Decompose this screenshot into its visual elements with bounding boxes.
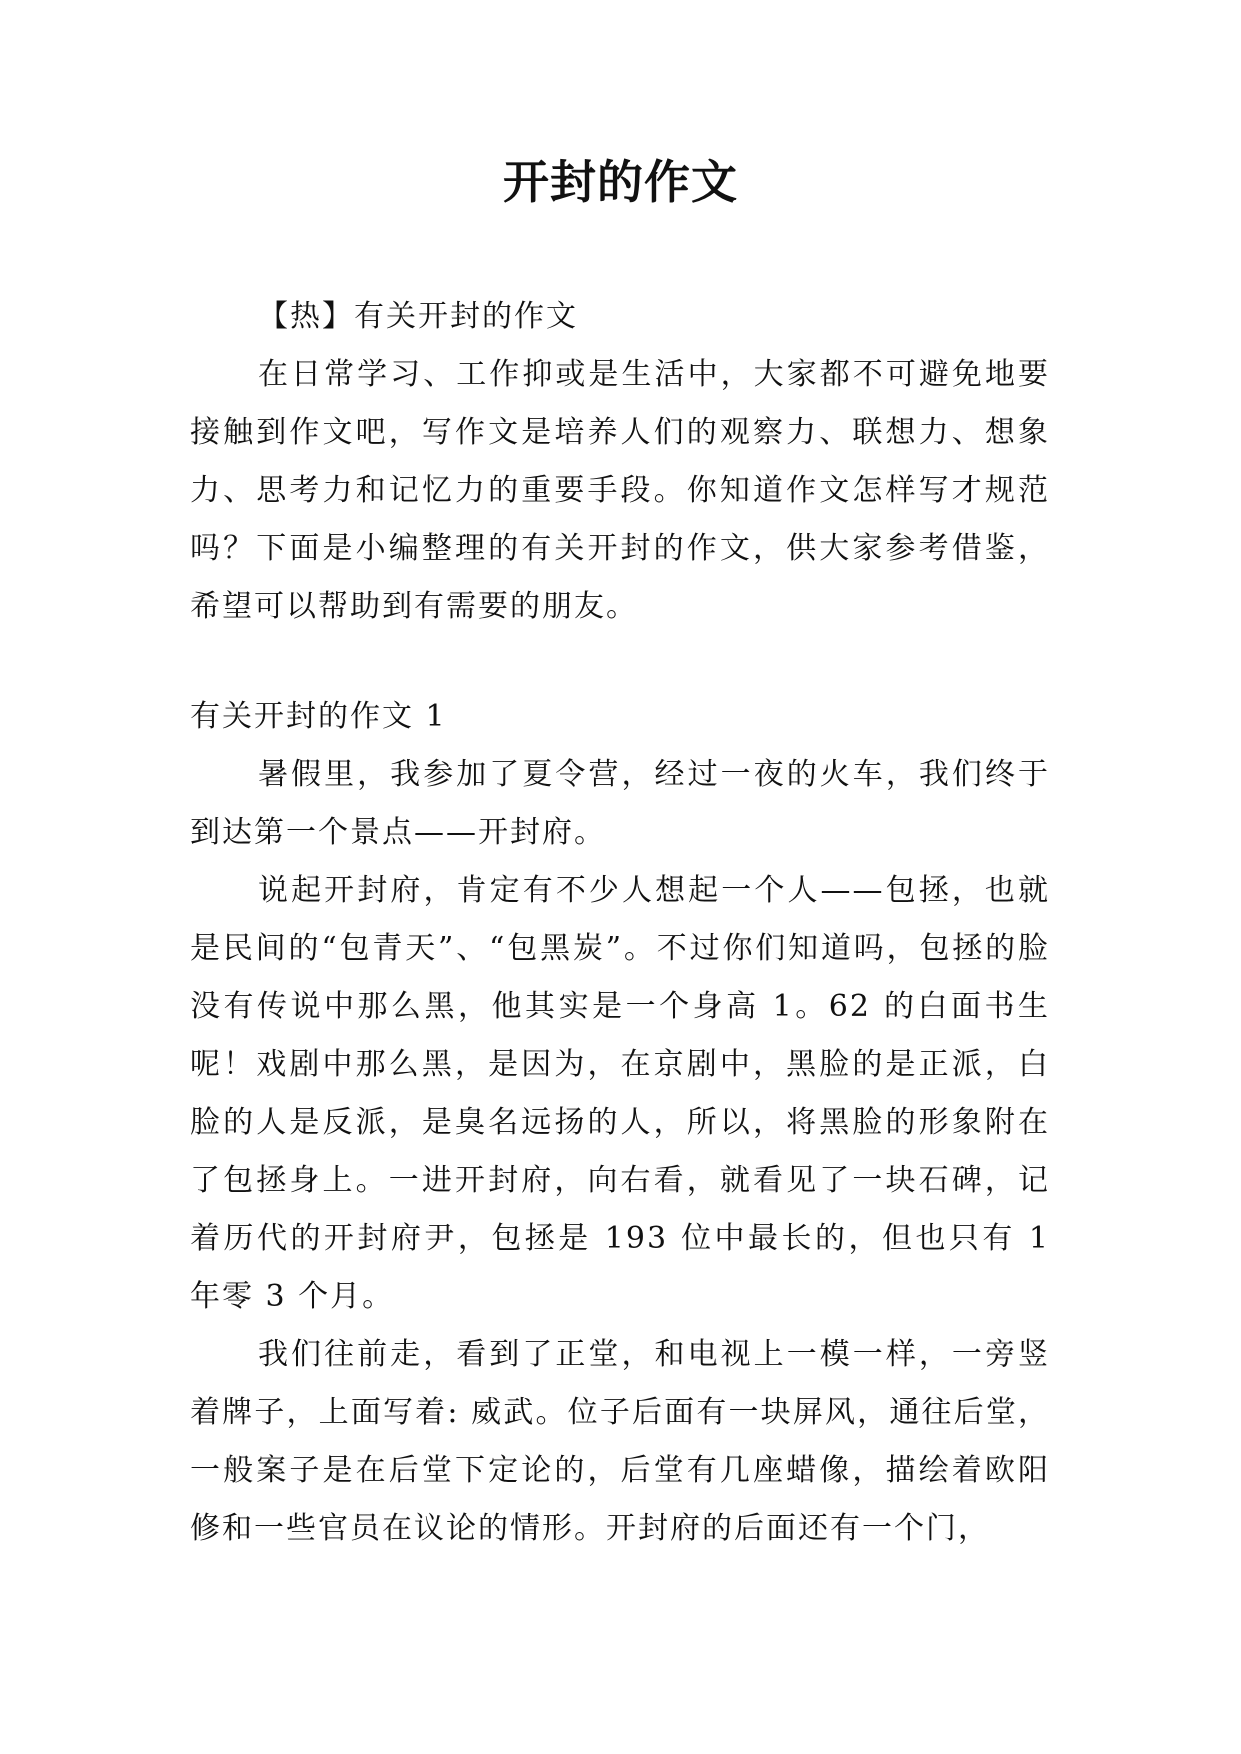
section-gap [190, 636, 1050, 688]
body-paragraph: 说起开封府，肯定有不少人想起一个人——包拯，也就是民间的“包青天”、“包黑炭”。不过你们知道吗，包拯的脸没有传说中那么黑，他其实是一个身高 1。62 的白面书生呢！戏剧中那么黑，是因为，在京剧中，黑脸的是正派，白脸的人是反派，是臭名远扬的人，所以，将黑脸的形象附在了包拯身上。一进开封府，向右看，就看见了一块石碑，记着历代的开封府尹，包拯是 193 位中最长的，但也只有 1 年零 3 个月。 [190, 873, 1050, 1314]
document-title: 开封的作文 [503, 155, 738, 209]
document-subtitle: 【热】有关开封的作文 [258, 299, 578, 334]
section-heading: 有关开封的作文 1 [190, 699, 447, 734]
intro-paragraph: 在日常学习、工作抑或是生活中，大家都不可避免地要接触到作文吧，写作文是培养人们的观察力、联想力、想象力、思考力和记忆力的重要手段。你知道作文怎样写才规范吗？下面是小编整理的有关开封的作文，供大家参考借鉴，希望可以帮助到有需要的朋友。 [190, 357, 1050, 624]
body-paragraph: 暑假里，我参加了夏令营，经过一夜的火车，我们终于到达第一个景点——开封府。 [190, 757, 1050, 850]
body-paragraph: 我们往前走，看到了正堂，和电视上一模一样，一旁竖着牌子，上面写着: 威武。位子后面有一块屏风，通往后堂，一般案子是在后堂下定论的，后堂有几座蜡像，描绘着欧阳修和一些官员在议论的情形。开封府的后面还有一个门， [190, 1337, 1050, 1546]
document-body [190, 288, 1050, 1558]
